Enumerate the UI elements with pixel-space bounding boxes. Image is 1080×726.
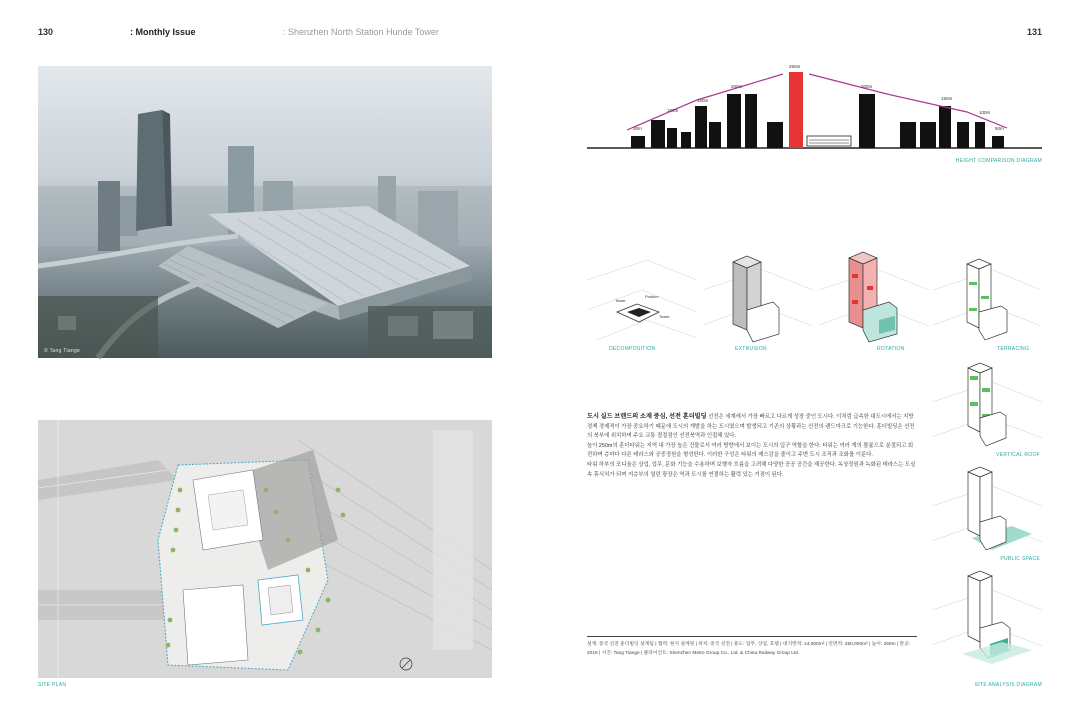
extrusion-diagram	[703, 250, 813, 350]
photo-credit: © Tang Tiange	[44, 348, 81, 354]
project-title: : Shenzhen North Station Hunde Tower	[283, 27, 439, 37]
height-label: 100m	[979, 110, 991, 115]
article-paragraph: 타워 하부의 포디움은 상업, 업무, 문화 기능을 수용하며 보행자 흐름을 고려해 다양한 공공 공간을 제공한다. 옥상정원과 녹화된 테라스는 도심 속 휴식처가 되며 저층부의 열린 광장은 역과 도시를 연결하는 활력 있는 거점이 된다.	[587, 461, 916, 478]
tower-label: Tower	[615, 298, 626, 303]
height-label: 100m	[667, 108, 679, 113]
site-analysis-caption: SITE ANALYSIS DIAGRAM	[974, 682, 1042, 688]
height-label: 200m	[861, 84, 873, 89]
height-label: 150m	[941, 96, 953, 101]
height-diagram-caption: HEIGHT COMPARISON DIAGRAM	[955, 158, 1042, 164]
height-label: 150m	[697, 98, 709, 103]
terracing-diagram	[933, 250, 1041, 350]
massing-caption-decomposition: DECOMPOSITION	[609, 346, 656, 352]
massing-diagrams-row	[587, 250, 1042, 358]
project-credits	[587, 636, 917, 658]
aerial-photo	[38, 66, 492, 358]
height-trend-right	[809, 74, 1007, 128]
tower-label: Tower	[659, 314, 670, 319]
height-comparison-diagram	[587, 60, 1042, 164]
public-space-diagram	[932, 466, 1042, 558]
article-paragraph: 선전은 세계에서 가장 빠르고 다르게 성장 중인 도시다. 이처럼 급속한 대도시에서는 지방정책 경제적이 가장 중요하기 때문에 도시의 개발을 하는 도시였으며 발생되고 기존의 상황과는 선전의 랜드마크로 기능한다. 훈더빌딩은 선전의 북부에 위치하며 주요 교통 결절점인 선전북역과 인접해 있다.	[587, 414, 915, 440]
height-label: 30m	[633, 126, 642, 131]
article-lead: 도시 실드 브랜드의 소재 중심, 선전 훈더빌딩	[587, 413, 707, 420]
height-label: 200m	[731, 84, 743, 89]
rotation-diagram	[819, 250, 929, 350]
public-space-caption: PUBLIC SPACE	[1000, 556, 1040, 562]
vertical-roof-diagram	[932, 362, 1042, 454]
massing-caption-extrusion: EXTRUSION	[735, 346, 767, 352]
site-plan	[38, 420, 492, 688]
vertical-roof-caption: VERTICAL ROOF	[996, 452, 1040, 458]
right-page-number: 131	[1026, 27, 1042, 37]
aerial-photo-illustration	[38, 66, 492, 358]
height-label: 50m	[995, 126, 1004, 131]
podium-label: Podium	[645, 294, 659, 299]
hunde-tower-bar	[789, 72, 803, 148]
massing-caption-rotation: ROTATION	[877, 346, 905, 352]
left-page-number: 130	[38, 27, 54, 37]
massing-caption-terracing: TERRACING	[997, 346, 1030, 352]
magazine-section: : Monthly Issue	[130, 27, 196, 37]
article-body	[587, 412, 917, 480]
site-plan-caption: SITE PLAN	[38, 682, 67, 688]
site-plan-drawing	[38, 420, 492, 678]
article-paragraph: 높이 250m의 훈더타워는 지역 내 가장 높은 건물로서 여러 방향에서 보이는 도시의 입구 역할을 한다. 타워는 여러 개의 볼륨으로 분절되고 회전하며 층마다 다른 테라스와 공중정원을 형성한다. 이러한 구성은 타워의 매스감을 줄이고 주변 도시 조직과 조화를 이룬다.	[587, 442, 914, 459]
site-analysis-diagram	[932, 570, 1042, 670]
credits-text: 설계: 중국 선전 훈더빌딩 설계팀 | 협력: 현지 설계원 | 위치: 중국 선전 | 용도: 업무, 상업, 호텔 | 대지면적: 14,000m² | 연면적: 250,000m² | 높이: 250m | 완공: 2019 | 사진: Tang Tiange | 클라이언트: Shenzhen Metro Group Co., Ltd. & China Railway Group Ltd.	[587, 642, 911, 656]
height-comparison-chart	[587, 60, 1042, 158]
height-label: 250m	[789, 64, 801, 69]
decomposition-diagram	[587, 250, 697, 350]
site-analysis-column	[932, 362, 1042, 678]
